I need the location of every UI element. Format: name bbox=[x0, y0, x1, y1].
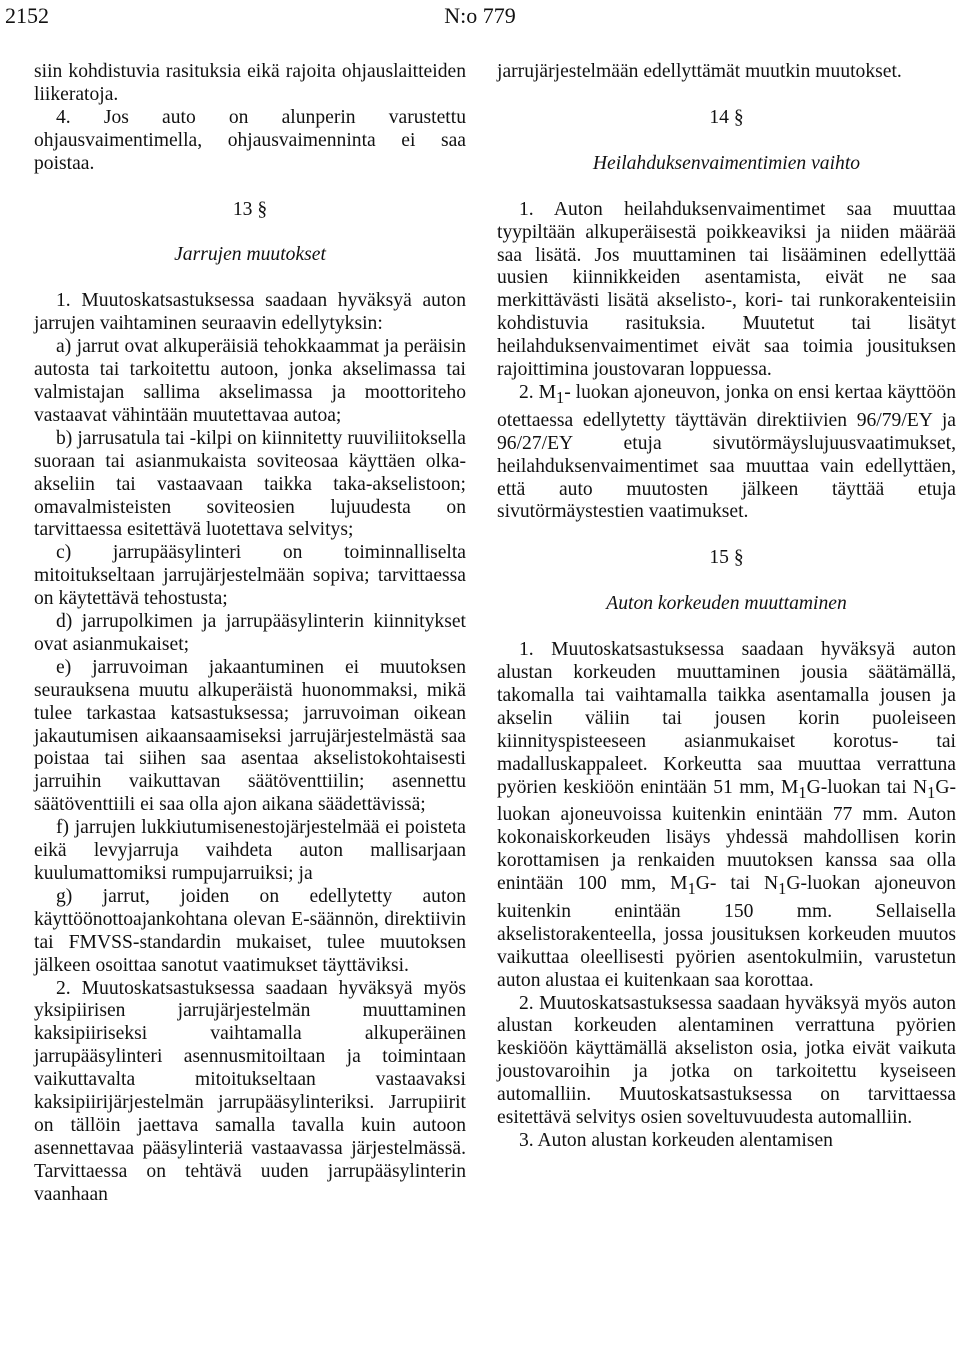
paragraph-4: 4. Jos auto on alunperin varustettu ohjausvaimentimella, ohjausvaimenninta ei saa poistaa. bbox=[34, 106, 466, 174]
paragraph-14-2-text: 2. M bbox=[519, 381, 557, 403]
subscript: 1 bbox=[687, 879, 696, 898]
paragraph-15-1-text: G- tai N bbox=[695, 873, 779, 895]
right-column bbox=[497, 61, 956, 1153]
paragraph-13-2: 2. Muutoskatsastuksessa saadaan hyväksyä myös yksipiirisen jarrujärjestelmän muuttaminen kaksipiiriseksi vaihtamalla alkuperäinen jarrupääsylinteri asennusmitoiltaan ja toimintaan vaikuttavalta mitoitukseltaan vastaavaksi kaksipiirijärjestelmän jarrupääsylinteriksi. Jarrupiirit on tällöin jaettava samalla tavalla kuin autoon asennettavaa pääsylinteriä vastaavassa järjestelmässä. Tarvittaessa on tehtävä uuden jarrupääsylinterin vaanhaan bbox=[34, 977, 466, 1205]
paragraph-13-b: b) jarrusatula tai -kilpi on kiinnitetty ruuviliitoksella suoraan tai asianmukaista soviteosaa käyttäen olka-akseliin tai vastaavaan taikka taka-akselistoon; omavalmisteisten soviteosien lujuudesta on tarvittaessa esitettävä luotettava selvitys; bbox=[34, 427, 466, 541]
issue-number: N:o 779 bbox=[444, 3, 516, 28]
paragraph-15-1-text: G-luokan tai N bbox=[806, 776, 928, 798]
paragraph-15-1-text: G-luokan ajoneuvoissa kuitenkin enintään 77 mm. Auton kokonaiskorkeuden lisäys yhdessä mahdollisen korin korottamisen ja renkaiden muutoksen kanssa saa olla enintään 100 mm, M bbox=[497, 776, 956, 895]
paragraph-13-1: 1. Muutoskatsastuksessa saadaan hyväksyä auton jarrujen vaihtaminen seuraavin edellytyksin: bbox=[34, 290, 466, 335]
section-14-number: 14 § bbox=[709, 106, 744, 128]
paragraph-continuation: siin kohdistuvia rasituksia eikä rajoita ohjauslaitteiden liikeratoja. bbox=[34, 61, 466, 105]
paragraph-continuation: jarrujärjestelmään edellyttämät muutkin muutokset. bbox=[497, 61, 902, 82]
paragraph-15-1-text: 1. Muutoskatsastuksessa saadaan hyväksyä auton alustan korkeuden muuttaminen jousia säätämällä, takomalla tai vaihtamalla taikka asentamalla jousen ja akselin väliin tai jousen korin puoleiseen kiinnityspisteeseen asianmukaiset korotus- tai madalluskappaleet. Korkeutta saa muuttaa verrattuna pyörien keskiöön enintään 51 mm, M bbox=[497, 639, 956, 798]
section-15-number: 15 § bbox=[709, 547, 744, 569]
paragraph-15-2: 2. Muutoskatsastuksessa saadaan hyväksyä myös auton alustan korkeuden alentaminen verrattuna pyörien keskiöön käyttämällä akseliston osia, jotka eivät vaikuta joustovaroihin ja jotka on tarkoitettu kyseiseen automalliin. Muutoskatsastuksessa on tarvittaessa esitettävä selvitys osien soveltuvuudesta automalliin. bbox=[497, 992, 956, 1129]
paragraph-13-e: e) jarruvoiman jakaantuminen ei muutoksen seurauksena muutu alkuperäistä huonommaksi, mikä tulee tarkastaa katsastuksessa; jarruvoiman oikean jakautumisen aikaansaamiseksi jarrujärjestelmästä saa poistaa tai siihen saa asentaa akselistokohtaisesti jarruihin vaikuttavan säätöventtiilin; asennettu säätöventtiili ei saa olla ajon aikana säädettävissä; bbox=[34, 656, 466, 816]
paragraph-14-1: 1. Auton heilahduksenvaimentimet saa muuttaa tyypiltään alkuperäisestä poikkeaviksi ja niiden määrää saa lisätä. Jos muuttaminen tai lisääminen edellyttää uusien kiinnikkeiden asentamista, eivät ne saa merkittävästi lisätä akselisto-, kori- tai runkorakenteisiin kohdistuvia rasituksia. Muutetut tai lisätyt heilahduksenvaimentimet eivät saa toimia jousituksen rajoittimina joustovaran loppuessa. bbox=[497, 198, 956, 381]
paragraph-13-a: a) jarrut ovat alkuperäisiä tehokkaammat ja peräisin autosta tai tarkoitettu autoon, jonka akselimassa tai valmistajan sallima akselimassa ja moottoriteho vastaavat vähintään muutettavaa autoa; bbox=[34, 336, 466, 426]
paragraph-13-g: g) jarrut, joiden on edellytetty auton käyttöönottoajankohtana olevan E-säännön, direktiivin tai FMVSS-standardin mukaiset, tulee muutoksen jälkeen osoittaa sanotut vaatimukset täyttäviksi. bbox=[34, 885, 466, 976]
left-column bbox=[34, 61, 466, 1207]
paragraph-15-3: 3. Auton alustan korkeuden alentamisen bbox=[519, 1129, 833, 1151]
page-header bbox=[5, 2, 955, 32]
section-13-title: Jarrujen muutokset bbox=[174, 244, 326, 266]
section-13-number: 13 § bbox=[232, 198, 268, 220]
page-number: 2152 bbox=[5, 3, 49, 28]
subscript: 1 bbox=[556, 387, 565, 407]
subscript: 1 bbox=[798, 782, 807, 802]
paragraph-15-1-text: G-luokan ajoneuvon kuitenkin enintään 150 mm. Sellaisella akselistorakenteella, jossa jousituksen korkeuden muutos vaikuttaa oleellisesti pyörien asentokulmiin, varustetun auton alustaa ei kuitenkaan saa korottaa. bbox=[497, 873, 956, 991]
paragraph-14-2 bbox=[497, 382, 956, 524]
paragraph-14-2-text: - luokan ajoneuvon, jonka on ensi kertaa käyttöön otettaessa edellytetty täyttävän direktiivien 96/79/EY ja 96/27/EY etuja sivutörmäyslujuusvaatimukset, heilahduksenvaimentimet saa muuttaa vain edellyttäen, että auto muutosten jälkeen täyttää etuja sivutörmäystestien vaatimukset. bbox=[497, 381, 956, 523]
subscript: 1 bbox=[927, 782, 936, 802]
section-14-title: Heilahduksenvaimentimien vaihto bbox=[592, 152, 861, 174]
subscript: 1 bbox=[778, 879, 787, 898]
paragraph-13-f: f) jarrujen lukkiutumisenestojärjestelmää ei poisteta eikä levyjarruja vaihdeta auton mallisarjaan kuulumattomiksi rumpujarruiksi; ja bbox=[34, 817, 466, 884]
paragraph-13-c: c) jarrupääsylinteri on toiminnalliselta mitoitukseltaan jarrujärjestelmään sopiva; tarvittaessa on käytettävä tehostusta; bbox=[34, 542, 466, 610]
paragraph-13-d: d) jarrupolkimen ja jarrupääsylinterin kiinnitykset ovat asianmukaiset; bbox=[34, 611, 466, 655]
section-15-title: Auton korkeuden muuttaminen bbox=[606, 593, 847, 615]
paragraph-15-1 bbox=[497, 639, 956, 992]
